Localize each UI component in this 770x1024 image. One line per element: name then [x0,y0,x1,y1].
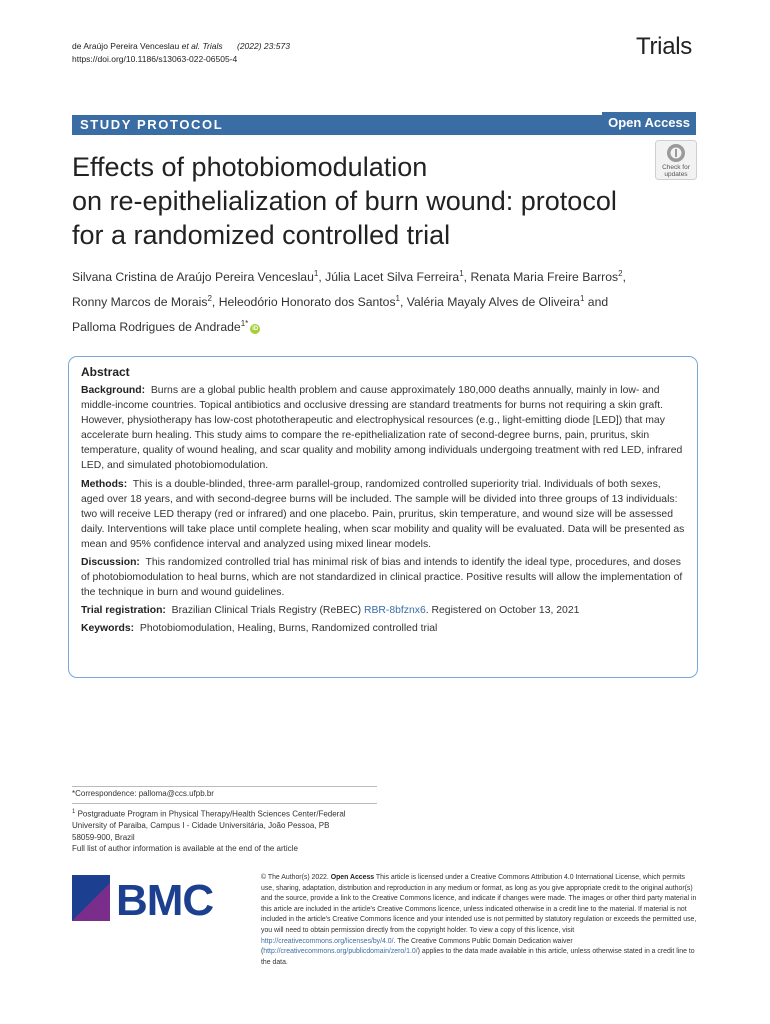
author-sep: , [211,295,219,310]
methods-label: Methods: [81,478,128,490]
title-line-2: on re-epithelialization of burn wound: protocol [72,186,617,216]
author-affil: 2 [207,294,212,304]
citation-year-volume: (2022) 23:573 [237,41,290,51]
trial-suffix: . Registered on October 13, 2021 [425,605,580,617]
bmc-logo-text: BMC [116,876,214,921]
abstract-discussion [81,555,685,600]
citation-etal: et al. [181,41,201,51]
author-sep: , [400,295,407,310]
check-updates-line2: updates [664,171,688,178]
author-affil: 1 [313,269,319,278]
author-name: Palloma Rodrigues de Andrade [72,320,241,335]
citation-journal: Trials [202,41,223,51]
discussion-label: Discussion: [81,557,140,569]
license-body-2: . The Creative Commons Public Domain Dedication waiver ( [261,937,573,956]
author-list [72,263,692,338]
keywords-label: Keywords: [81,623,135,635]
copyright: © The Author(s) 2022. [261,874,329,881]
author-affil: 2 [618,269,623,278]
author-name: Renata Maria Freire Barros [470,270,619,285]
check-updates-line1: Check for [662,164,690,171]
title-line-1: Effects of photobiomodulation [72,152,428,182]
abstract-background [81,383,685,474]
doi-link[interactable]: https://doi.org/10.1186/s13063-022-06505-4 [72,54,238,64]
license-body-3: ) applies to the data made available in this article, unless otherwise stated in a credit line to the data. [261,948,695,966]
article-type-banner [72,115,696,135]
author-sep: , [318,270,326,285]
license-text [261,873,698,968]
trial-label: Trial registration: [81,605,166,617]
affil-sup: 1 [72,809,76,815]
affil-line-4: Full list of author information is available at the end of the article [72,844,298,854]
author-sep: and [584,295,609,310]
author-affil: 1 [579,294,585,304]
author-affil: 1 [395,294,400,304]
affiliation-note [72,803,377,855]
methods-text: This is a double-blinded, three-arm parallel-group, randomized controlled superiority trial. Individuals of both sexes, aged over 18 years, and with second-degree burns will be included. The sample will be divided into three groups of 13 individuals: two will receive LED therapy (red or infrared) and one placebo. Pain, pruritus, skin temperature, and wound size will be assessed daily. Interventions will take place until complete healing, when scar mobility and quality will be evaluated. Data will be presented as mean and 95% confidence interval and analyzed using mixed linear models. [81,478,685,550]
trial-registry-link[interactable]: RBR-8bfznx6 [363,605,426,617]
citation-authors: de Araújo Pereira Venceslau [72,41,180,51]
author-sep: , [463,270,471,285]
cc-by-link[interactable]: http://creativecommons.org/licenses/by/4.0/ [261,937,394,945]
author-name: Silvana Cristina de Araújo Pereira Venceslau [72,270,314,285]
article-title [72,150,692,252]
background-text: Burns are a global public health problem and cause approximately 180,000 deaths annually, mainly in low- and middle-income countries. Topical antibiotics and occlusive dressing are standard treatments for burns not requiring a skin graft. However, physiotherapy has low-cost phototherapeutic and electrophysical resources (e.g., light-emitting diode [LED]) that may accelerate burn healing. This study aims to compare the re-epithelialization rate of second-degree burns, pain, pruritus, skin temperature, quality of wound healing, and scar quality and mobility among individuals undergoing treatment with red LED, infrared LED, and simulated photobiomodulation. [81,385,683,472]
affil-line-2: University of Paraiba, Campus I - Cidade Universitária, João Pessoa, PB [72,821,330,831]
license-oa-label: Open Access [330,874,375,881]
article-type: STUDY PROTOCOL [80,117,224,132]
author-sep: , [622,270,626,285]
abstract-keywords [81,621,685,636]
abstract-methods [81,477,685,552]
author-name: Heleodório Honorato dos Santos [218,295,396,310]
author-name: Valéria Mayaly Alves de Oliveira [406,295,580,310]
bmc-logo [72,875,222,921]
author-name: Ronny Marcos de Morais [72,295,208,310]
background-label: Background: [81,385,146,396]
title-line-3: for a randomized controlled trial [72,220,451,250]
abstract-heading: Abstract [81,365,130,379]
abstract-box [68,356,698,678]
open-access-badge: Open Access [602,112,696,134]
abstract-trial-registration [81,603,685,618]
affil-line-1: Postgraduate Program in Physical Therapy/Health Sciences Center/Federal [77,809,346,819]
author-affil: 1* [240,319,249,329]
keywords-text: Photobiomodulation, Healing, Burns, Randomized controlled trial [139,623,438,635]
correspondence-note: *Correspondence: palloma@ccs.ufpb.br [72,786,377,798]
author-affil: 1 [459,269,464,278]
discussion-text: This randomized controlled trial has minimal risk of bias and intends to identify the ideal type, procedures, and doses of photobiomodulation to heal burns, which are not standardized in clinical practice. Positive results will allow the implementation of the technique in burn and wound guidelines. [81,557,683,599]
author-name: Júlia Lacet Silva Ferreira [325,270,460,285]
orcid-icon[interactable]: iD [252,326,259,333]
trial-text: Brazilian Clinical Trials Registry (ReBEC) [171,605,362,617]
license-body-1: This article is licensed under a Creative Commons Attribution 4.0 International License, which permits use, sharing, adaptation, distribution and reproduction in any medium or format, as long as you give appropriate credit to the original author(s) and the source, provide a link to the Creative Commons licence, and indicate if changes were made. The images or other third party material in this article are included in the article's Creative Commons licence, unless indicated otherwise in a credit line to the material. If material is not included in the article's Creative Commons licence and your intended use is not permitted by statutory regulation or exceeds the permitted use, you will need to obtain permission directly from the copyright holder. To view a copy of this licence, visit [261,874,697,934]
affil-line-3: 58059-900, Brazil [72,832,135,842]
citation-header [72,40,290,66]
cc-zero-link[interactable]: http://creativecommons.org/publicdomain/zero/1.0/ [263,948,418,956]
journal-name: Trials [636,33,692,60]
